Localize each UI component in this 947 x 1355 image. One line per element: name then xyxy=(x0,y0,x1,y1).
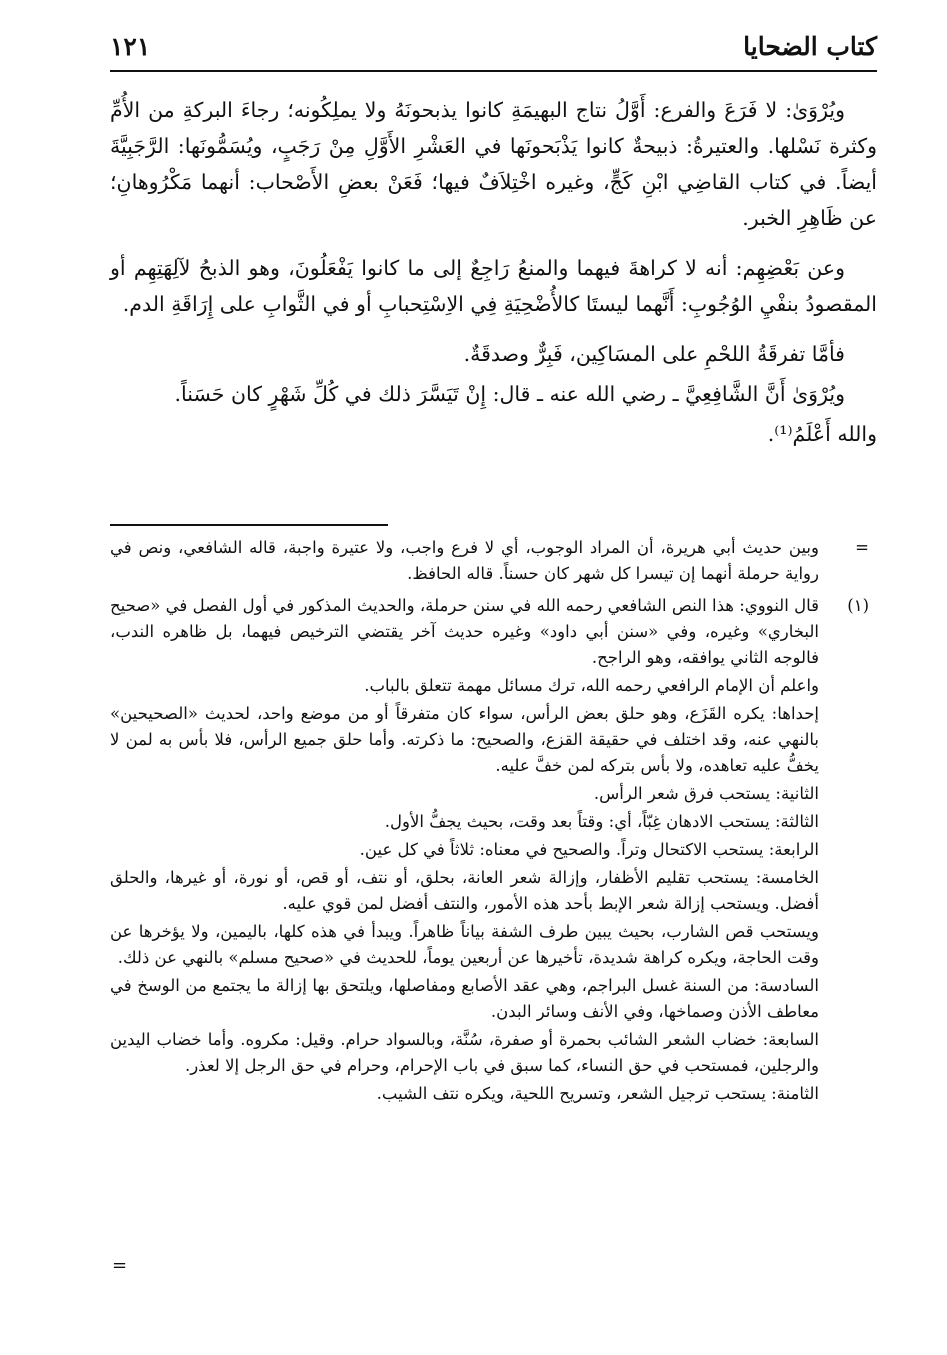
main-paragraph-3: فأمَّا تفرقَةُ اللحْمِ على المسَاكِين، فَبِرٌّ وصدقَةٌ. xyxy=(463,342,845,366)
footnote-1-para: الثانية: يستحب فرق شعر الرأس. xyxy=(593,784,819,803)
footnotes xyxy=(110,535,869,1109)
chapter-title: كتاب الضحايا xyxy=(743,32,877,61)
main-text xyxy=(110,92,877,466)
footnote-1-para: الرابعة: يستحب الاكتحال وتراً. والصحيح في معناه: ثلاثاً في كل عين. xyxy=(359,840,819,859)
footnote-1-para: ويستحب قص الشارب، بحيث يبين طرف الشفة بياناً ظاهراً. ويبدأ في هذه كلها، باليمين، ولا يؤخرها عن وقت الحاجة، ويكره كراهة شديدة، تأخيرها عن أربعين يوماً، للحديث في «صحيح مسلم» بالنهي عن ذلك. xyxy=(110,922,819,967)
continuation-mark: = xyxy=(855,538,869,557)
footnote-1-para: إحداها: يكره القَزَع، وهو حلق بعض الرأس، سواء كان متفرقاً أو من موضع واحد، لحديث «الصحيحين» بالنهي عنه، وقد اختلف في حقيقة القزع، والصحيح: ما ذكرته. وأما حلق جميع الرأس، فلا بأس به لمن لا يخفُّ عليه تعاهده، ولا بأس بتركه لمن خفَّ عليه. xyxy=(110,704,819,775)
main-paragraph-1: ويُرْوَىٰ: لا فَرَعَ والفرع: أَوَّلُ نتاج البهيمَةِ كانوا يذبحونَهُ ولا يملِكُونه؛ رجاءَ البركةِ من الأُمِّ وكثرة نَسْلها. والعتيرةُ: ذبيحةٌ كانوا يَذْبَحونَها في العَشْرِ الأَوَّلِ مِنْ رَجَبٍ، ويُسَمُّونَها: الرَّجَبِيَّةَ أيضاً. في كتاب القاضِي ابْنِ كَجٍّ، وغيره اخْتِلاَفٌ فيها؛ فَعَنْ بعضِ الأَصْحاب: أنهما مَكْرُوهانِ؛ عن ظَاهِرِ الخبر. xyxy=(110,98,877,230)
main-paragraph-4: ويُرْوَىٰ أَنَّ الشَّافِعِيَّ ـ رضي الله عنه ـ قال: إِنْ تَيَسَّرَ ذلك في كُلِّ شَهْرٍ كان حَسَناً. xyxy=(174,382,845,406)
footnote-continuation xyxy=(110,535,869,587)
footnote-1-para: قال النووي: هذا النص الشافعي رحمه الله في سنن حرملة، والحديث المذكور في أول الفصل في «صحيح البخاري» وغيره، وفي «سنن أبي داود» وغيره حديث آخر يقتضي الترخيص فيهما، بل ظاهره الندب، فالوجه الثاني يوافقه، وهو الراجح. xyxy=(110,596,819,667)
main-paragraph-2: وعن بَعْضِهِم: أنه لا كراهةَ فيهما والمنعُ رَاجِعٌ إلى ما كانوا يَفْعَلُونَ، وهو الذبحُ لآلِهَتِهِم أو المقصودُ بنفْيِ الوُجُوبِ: أَنَّهما ليستَا كالأُضْحِيَةِ فِي الاِسْتِحبابِ أو في الثَّوابِ على إِرَاقَةِ الدم. xyxy=(110,256,877,316)
main-closing-line: والله أَعْلَمُ⁽¹⁾. xyxy=(767,422,877,446)
footnote-1-mark: (١) xyxy=(847,596,869,615)
page-number: ١٢١ xyxy=(110,32,151,61)
footnote-1-para: السادسة: من السنة غسل البراجم، وهي عقد الأصابع ومفاصلها، ويلتحق بها إزالة ما يجتمع من الوسخ في معاطف الأذن وصماخها، وفي الأنف وسائر البدن. xyxy=(110,976,819,1021)
footnote-1-para: الثالثة: يستحب الادهان غِبّاً، أي: وقتاً بعد وقت، بحيث يجفُّ الأول. xyxy=(384,812,819,831)
footnote-1-para: السابعة: خضاب الشعر الشائب بحمرة أو صفرة، سُنَّة، وبالسواد حرام. وقيل: مكروه. وأما خضاب اليدين والرجلين، فمستحب في حق النساء، كما سبق في باب الإحرام، وحرام في حق الرجل إلا لعذر. xyxy=(110,1030,819,1075)
footnote-1-para: الخامسة: يستحب تقليم الأظفار، وإزالة شعر العانة، بحلق، أو نتف، أو قص، أو نورة، أو غيرها، والحلق أفضل. ويستحب إزالة شعر الإبط بأحد هذه الأمور، والنتف أفضل لمن قوي عليه. xyxy=(110,868,819,913)
continued-mark: = xyxy=(112,1255,128,1276)
footnote-continuation-text: وبين حديث أبي هريرة، أن المراد الوجوب، أي لا فرع واجب، ولا عتيرة واجبة، قاله الشافعي، ونص في رواية حرملة أنهما إن تيسرا كل شهر كان حسناً. قاله الحافظ. xyxy=(110,538,819,583)
footnote-1-para: واعلم أن الإمام الرافعي رحمه الله، ترك مسائل مهمة تتعلق بالباب. xyxy=(364,676,819,695)
footnote-separator xyxy=(110,524,388,526)
footnote-1-para: الثامنة: يستحب ترجيل الشعر، وتسريح اللحية، ويكره نتف الشيب. xyxy=(376,1084,819,1103)
footnote-1 xyxy=(110,593,869,1107)
running-header xyxy=(110,30,877,72)
